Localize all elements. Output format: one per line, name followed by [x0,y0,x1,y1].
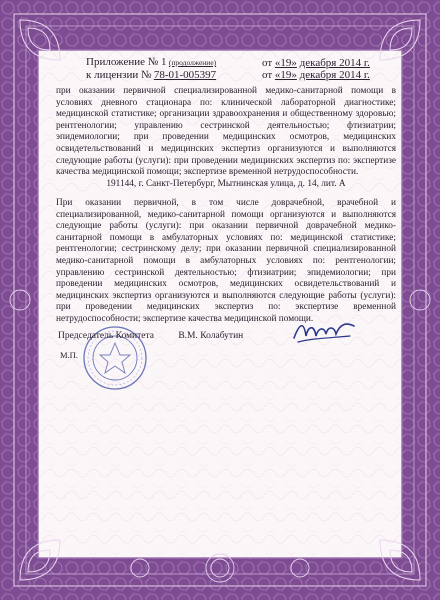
body-paragraph-2: При оказании первичной, в том числе доврачебной, врачебной и специализированной, медико-санитарной помощи организуются и выполняются следующие работы (услуги): при оказании первичной доврачебной медико-санитарной помощи в амбулаторных условиях по: медицинской статистике; рентгенологии; сестринскому делу; при оказании первичной специализированной медико-санитарной помощи в амбулаторных условиях по: рентгенологии; управлению сестринской деятельностью; фтизиатрии; эпидемиологии; при проведении медицинских осмотров, медицинских освидетельствований и медицинских экспертиз организуются и выполняются следующие работы (услуги): при проведении медицинских экспертиз по: экспертизе временной нетрудоспособности; экспертизе качества медицинской помощи. [56,198,396,324]
license-number: 78-01-005397 [153,68,217,81]
date-day-1: «19» [274,57,297,69]
date-day-2: «19» [274,69,297,81]
signer-name: В.М. Колабутин [178,331,244,341]
appendix-note: (продолжение) [168,58,217,67]
date-prefix-1: от [262,57,273,69]
handwritten-signature-icon [290,316,360,346]
date-rest-2: декабря 2014 г. [299,69,370,81]
date-prefix-2: от [262,69,273,81]
address-line: 191144, г. Санкт-Петербург, Мытнинская улица, д. 14, лит. А [106,179,346,189]
appendix-header [86,57,216,82]
body-paragraph-1: при оказании первичной специализированной медико-санитарной помощи в условиях дневного стационара по: клинической лабораторной диагностике; медицинской статистике; организации здравоохранения и общественному здоровью; рентгенологии; управлению сестринской деятельностью; фтизиатрии; эпидемиологии; при проведении медицинских осмотров, медицинских освидетельствований и медицинских экспертиз организуются и выполняются следующие работы (услуги): при проведении медицинских экспертиз по: экспертизе качества медицинской помощи; экспертизе временной нетрудоспособности. [56,86,396,178]
date-header [262,57,370,81]
license-prefix: к лицензии № [86,68,152,81]
signer-line [58,331,243,343]
date-rest-1: декабря 2014 г. [299,57,370,69]
appendix-label: Приложение № 1 [86,56,167,68]
seal-place-label: М.П. [60,350,78,360]
signer-position: Председатель Комитета [58,331,154,341]
